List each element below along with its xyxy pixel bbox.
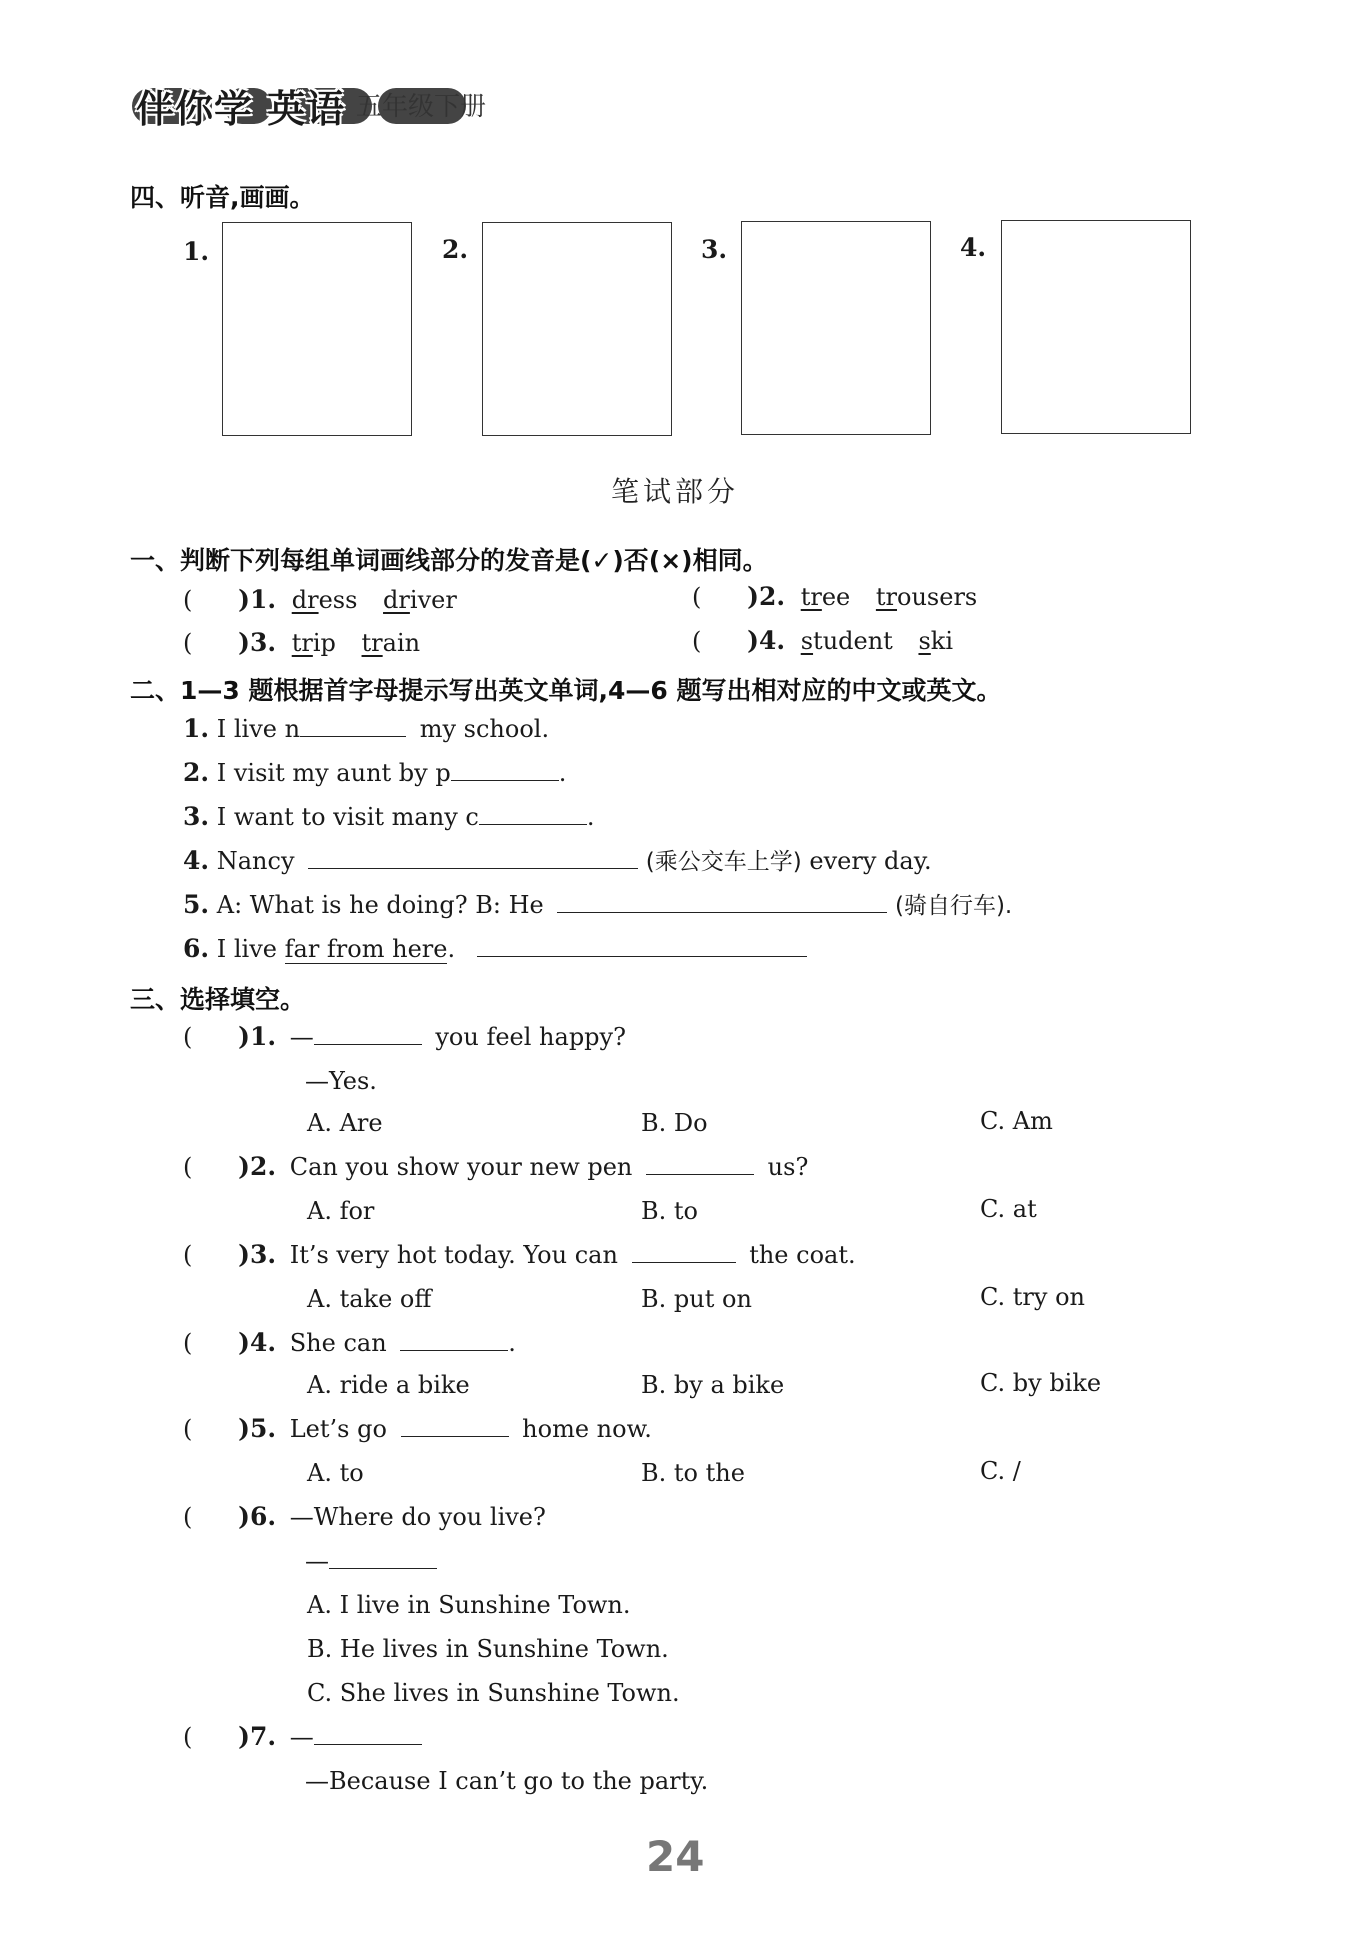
answer-paren[interactable]: (: [692, 583, 748, 611]
option-b[interactable]: B. put on: [641, 1285, 752, 1313]
section-title: 二、1—3 题根据首字母提示写出英文单词,4—6 题写出相对应的中文或英文。: [130, 676, 1002, 705]
question-number: )5.: [238, 1414, 277, 1443]
answer-paren[interactable]: (: [183, 1023, 239, 1051]
word: train: [361, 629, 421, 657]
question-row: [692, 626, 953, 656]
box-number: 1.: [183, 237, 210, 266]
question-number: )6.: [238, 1502, 277, 1531]
question-row: [183, 758, 566, 788]
option-b[interactable]: B. by a bike: [641, 1371, 785, 1399]
question-number: )2.: [747, 582, 786, 611]
question-row: [183, 1722, 422, 1752]
answer-paren[interactable]: (: [183, 1415, 239, 1443]
answer-paren[interactable]: (: [183, 1503, 239, 1531]
word: ski: [918, 627, 954, 655]
question-text: She can: [289, 1329, 387, 1357]
question-number: 3.: [183, 802, 210, 831]
question-row: [183, 628, 420, 658]
chinese-hint: (骑自行车).: [894, 893, 1013, 919]
question-row: [183, 934, 807, 964]
question-number: )7.: [238, 1722, 277, 1751]
question-number: 5.: [183, 890, 210, 919]
question-text: I want to visit many c: [216, 803, 479, 831]
word: student: [800, 627, 893, 655]
reply-text: —: [305, 1547, 329, 1575]
question-number: )4.: [747, 626, 786, 655]
question-row: [183, 1414, 652, 1444]
option-a[interactable]: A. Are: [307, 1109, 383, 1137]
answer-paren[interactable]: (: [692, 627, 748, 655]
question-row: [183, 1022, 626, 1052]
grade-label: 五年级下册: [356, 92, 487, 122]
answer-blank[interactable]: [646, 1152, 754, 1175]
question-text: Can you show your new pen: [289, 1153, 633, 1181]
word: driver: [383, 586, 457, 614]
option-c[interactable]: C. at: [980, 1195, 1037, 1223]
brand-title: 伴你学 英语: [136, 87, 346, 131]
question-text: I live n: [216, 715, 301, 743]
question-number: )4.: [238, 1328, 277, 1357]
question-row: [183, 846, 932, 877]
option-a[interactable]: A. to: [307, 1459, 364, 1487]
option-c[interactable]: C. She lives in Sunshine Town.: [307, 1679, 680, 1707]
question-text: .: [558, 759, 567, 787]
brand-logo: [132, 78, 345, 132]
drawing-box[interactable]: [482, 222, 672, 436]
answer-blank[interactable]: [477, 934, 807, 957]
answer-paren[interactable]: (: [183, 1153, 239, 1181]
answer-paren[interactable]: (: [183, 1329, 239, 1357]
question-row: [183, 714, 549, 744]
reply-text: —Because I can’t go to the party.: [305, 1767, 709, 1795]
page-number: 24: [646, 1832, 705, 1881]
answer-paren[interactable]: (: [183, 1723, 239, 1751]
option-b[interactable]: B. to the: [641, 1459, 745, 1487]
answer-blank[interactable]: [308, 846, 638, 869]
question-number: 4.: [183, 846, 210, 875]
question-text: —: [289, 1723, 314, 1751]
word: trousers: [875, 583, 978, 611]
question-text: home now.: [522, 1415, 652, 1443]
option-b[interactable]: B. Do: [641, 1109, 708, 1137]
option-c[interactable]: C. Am: [980, 1107, 1053, 1135]
answer-blank[interactable]: [451, 758, 559, 781]
question-text: us?: [767, 1153, 809, 1181]
drawing-box[interactable]: [1001, 220, 1191, 434]
question-number: 2.: [183, 758, 210, 787]
answer-blank[interactable]: [400, 1328, 508, 1351]
question-text: .: [447, 935, 456, 963]
answer-paren[interactable]: (: [183, 586, 239, 614]
question-row: [183, 1502, 546, 1532]
question-number: )1.: [238, 585, 277, 614]
question-text: my school.: [419, 715, 550, 743]
question-row: [183, 802, 594, 832]
question-text: .: [586, 803, 595, 831]
question-text: I live: [216, 935, 277, 963]
section-title: 一、判断下列每组单词画线部分的发音是(✓)否(×)相同。: [130, 546, 768, 575]
section-title: 四、听音,画画。: [130, 183, 315, 212]
reply-row: [305, 1546, 437, 1576]
option-a[interactable]: A. I live in Sunshine Town.: [307, 1591, 631, 1619]
answer-blank[interactable]: [314, 1722, 422, 1745]
answer-paren[interactable]: (: [183, 1241, 239, 1269]
question-text: Let’s go: [289, 1415, 387, 1443]
question-row: [183, 890, 1012, 921]
word: dress: [291, 586, 358, 614]
question-row: [183, 1328, 516, 1358]
option-b[interactable]: B. to: [641, 1197, 698, 1225]
answer-blank[interactable]: [557, 890, 887, 913]
option-a[interactable]: A. take off: [307, 1285, 432, 1313]
question-text: the coat.: [749, 1241, 856, 1269]
question-number: )3.: [238, 1240, 277, 1269]
box-number: 4.: [960, 233, 987, 262]
word: trip: [291, 629, 336, 657]
answer-blank[interactable]: [632, 1240, 736, 1263]
question-text: .: [508, 1329, 516, 1357]
question-number: )1.: [238, 1022, 277, 1051]
reply-text: —Yes.: [305, 1067, 377, 1095]
question-row: [183, 585, 457, 615]
box-number: 3.: [701, 235, 728, 264]
question-text: you feel happy?: [435, 1023, 626, 1051]
question-row: [183, 1152, 808, 1182]
option-b[interactable]: B. He lives in Sunshine Town.: [307, 1635, 669, 1663]
chinese-hint: (乘公交车上学): [645, 849, 802, 875]
option-a[interactable]: A. for: [307, 1197, 375, 1225]
option-c[interactable]: C. by bike: [980, 1369, 1102, 1397]
word: tree: [800, 583, 851, 611]
question-text: It’s very hot today. You can: [289, 1241, 618, 1269]
option-c[interactable]: C. /: [980, 1457, 1021, 1485]
answer-paren[interactable]: (: [183, 629, 239, 657]
question-text: —: [289, 1023, 314, 1051]
box-number: 2.: [442, 235, 469, 264]
section-title: 三、选择填空。: [130, 985, 306, 1014]
question-text: I visit my aunt by p: [216, 759, 451, 787]
answer-blank[interactable]: [314, 1022, 422, 1045]
answer-blank[interactable]: [401, 1414, 509, 1437]
answer-blank[interactable]: [479, 802, 587, 825]
question-number: )3.: [238, 628, 277, 657]
question-row: [692, 582, 977, 612]
question-text: A: What is he doing? B: He: [216, 891, 544, 919]
question-number: 1.: [183, 714, 210, 743]
drawing-box[interactable]: [741, 221, 931, 435]
question-number: 6.: [183, 934, 210, 963]
question-text: Nancy: [216, 847, 295, 875]
question-row: [183, 1240, 856, 1270]
question-number: )2.: [238, 1152, 277, 1181]
answer-blank[interactable]: [329, 1546, 437, 1569]
option-c[interactable]: C. try on: [980, 1283, 1085, 1311]
written-section-title: 笔试部分: [610, 475, 739, 508]
option-a[interactable]: A. ride a bike: [307, 1371, 470, 1399]
underlined-phrase: far from here: [284, 935, 448, 963]
drawing-box[interactable]: [222, 222, 412, 436]
question-text: —Where do you live?: [289, 1503, 546, 1531]
answer-blank[interactable]: [300, 714, 406, 737]
question-text: every day.: [809, 847, 932, 875]
